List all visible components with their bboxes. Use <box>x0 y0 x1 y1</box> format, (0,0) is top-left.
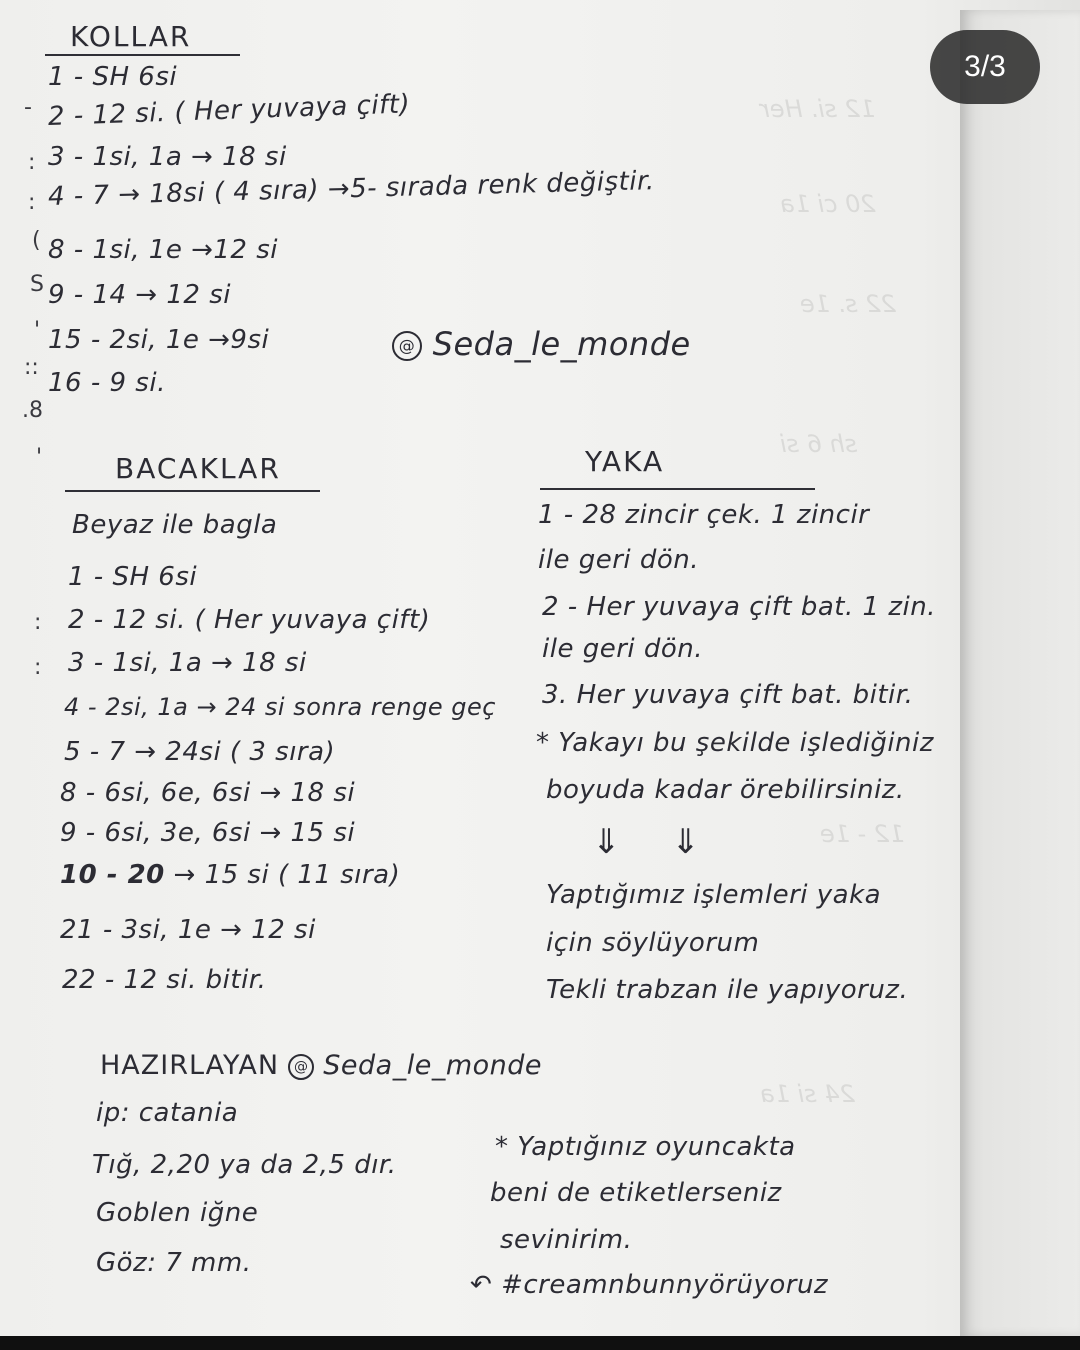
bacaklar-line: 8 - 6si, 6e, 6si → 18 si <box>60 778 356 808</box>
materials-line: Goblen iğne <box>96 1198 259 1228</box>
bacaklar-underline <box>65 490 320 492</box>
bacaklar-line: Beyaz ile bagla <box>72 510 278 540</box>
bacaklar-line: 5 - 7 → 24si ( 3 sıra) <box>64 737 336 767</box>
yaka-line: 3. Her yuvaya çift bat. bitir. <box>542 680 914 710</box>
bleed-through-text: 12 si. Her <box>760 95 876 123</box>
bacaklar-range: 10 - 20 <box>60 860 165 890</box>
margin-mark: ' <box>34 318 41 343</box>
kollar-line: 2 - 12 si. ( Her yuvaya çift) <box>47 89 411 132</box>
bacaklar-range-detail: → 15 si ( 11 sıra) <box>173 860 401 890</box>
bacaklar-line: 22 - 12 si. bitir. <box>62 965 267 995</box>
yaka-line: ile geri dön. <box>542 634 704 664</box>
margin-mark: : <box>28 150 36 175</box>
kollar-line: 15 - 2si, 1e →9si <box>48 325 270 355</box>
margin-mark: - <box>24 95 32 120</box>
bacaklar-line: 1 - SH 6si <box>68 562 198 592</box>
kollar-line: 9 - 14 → 12 si <box>48 280 231 310</box>
hazirlayan-line <box>100 1050 542 1081</box>
bacaklar-line: 9 - 6si, 3e, 6si → 15 si <box>60 818 356 848</box>
kollar-line: 3 - 1si, 1a → 18 si <box>48 142 287 172</box>
margin-mark: :: <box>24 355 39 380</box>
bacaklar-line: 2 - 12 si. ( Her yuvaya çift) <box>68 605 431 635</box>
bacaklar-line: 4 - 2si, 1a → 24 si sonra renge geç <box>64 693 496 721</box>
margin-mark: : <box>28 190 36 215</box>
yaka-line: Tekli trabzan ile yapıyoruz. <box>546 975 909 1005</box>
materials-line: Göz: 7 mm. <box>96 1248 252 1278</box>
margin-mark: .8 <box>22 398 43 423</box>
at-icon: @ <box>288 1054 314 1080</box>
margin-mark: : <box>34 610 42 635</box>
yaka-line: * Yakayı bu şekilde işlediğiniz <box>536 728 934 758</box>
margin-mark: ' <box>36 445 43 470</box>
hazirlayan-name: Seda_le_monde <box>323 1050 543 1081</box>
hashtag-text: #creamnbunnyörüyoruz <box>501 1270 829 1300</box>
yaka-line: boyuda kadar örebilirsiniz. <box>546 775 905 805</box>
yaka-heading: YAKA <box>585 445 665 478</box>
bleed-through-text: sh 6 si <box>780 430 858 458</box>
kollar-line: 4 - 7 → 18si ( 4 sıra) →5- sırada renk değiştir. <box>47 166 655 212</box>
kollar-line: 16 - 9 si. <box>48 368 166 398</box>
bleed-through-text: 24 si 1a <box>760 1080 855 1108</box>
kollar-heading: KOLLAR <box>70 20 192 53</box>
note-line: * Yaptığınız oyuncakta <box>495 1132 796 1162</box>
page-counter-badge: 3/3 <box>930 30 1040 104</box>
signature-top <box>392 325 691 363</box>
bacaklar-line-10-20 <box>60 860 400 890</box>
margin-mark: : <box>34 655 42 680</box>
margin-mark: S <box>30 272 44 297</box>
bottom-edge <box>0 1336 1080 1350</box>
down-arrows-icon: ⇓ ⇓ <box>592 822 720 862</box>
note-line: beni de etiketlerseniz <box>490 1178 782 1208</box>
yaka-underline <box>540 488 815 490</box>
hashtag-line <box>470 1270 828 1300</box>
at-icon: @ <box>392 331 422 361</box>
facing-page-edge <box>960 10 1080 1336</box>
signature-name: Seda_le_monde <box>432 325 691 363</box>
bleed-through-text: 22 s. 1e <box>800 290 896 318</box>
note-line: sevinirim. <box>500 1225 633 1255</box>
bacaklar-line: 3 - 1si, 1a → 18 si <box>68 648 307 678</box>
bleed-through-text: 20 ci 1a <box>780 190 876 218</box>
kollar-underline <box>45 54 240 56</box>
kollar-line: 1 - SH 6si <box>48 62 178 92</box>
materials-line: ip: catania <box>96 1098 239 1128</box>
kollar-line: 8 - 1si, 1e →12 si <box>48 235 278 265</box>
curved-arrow-icon: ↶ <box>470 1270 493 1300</box>
yaka-line: 1 - 28 zincir çek. 1 zincir <box>538 500 870 530</box>
yaka-line: 2 - Her yuvaya çift bat. 1 zin. <box>542 592 936 622</box>
bacaklar-line: 21 - 3si, 1e → 12 si <box>60 915 316 945</box>
materials-line: Tığ, 2,20 ya da 2,5 dır. <box>92 1150 397 1180</box>
hazirlayan-label: HAZIRLAYAN <box>100 1050 280 1081</box>
bacaklar-heading: BACAKLAR <box>115 452 281 485</box>
yaka-line: ile geri dön. <box>538 545 700 575</box>
bleed-through-text: 12 - 1e <box>820 820 905 848</box>
yaka-line: için söylüyorum <box>546 928 760 958</box>
yaka-line: Yaptığımız işlemleri yaka <box>546 880 882 910</box>
margin-mark: ( <box>32 228 41 253</box>
